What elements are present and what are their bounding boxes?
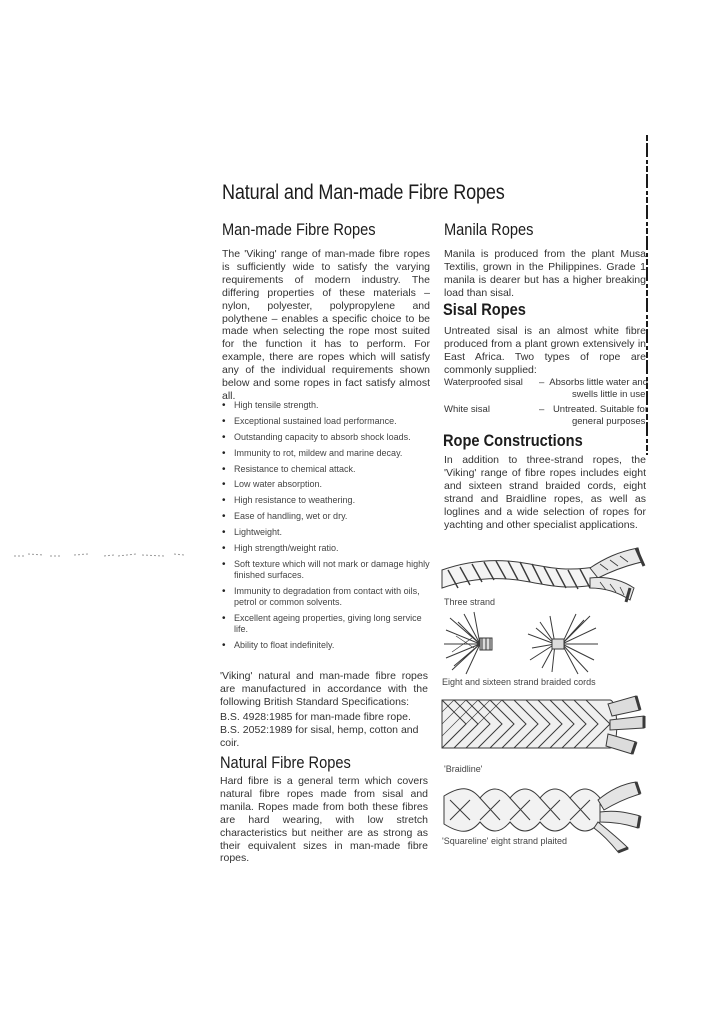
page-title: Natural and Man-made Fibre Ropes bbox=[222, 181, 505, 204]
constructions-heading: Rope Constructions bbox=[443, 431, 583, 450]
manila-text: Manila is produced from the plant Musa Textilis, grown in the Philippines. Grade 1 manila is dearer but has a higher breaking load than sisal. bbox=[444, 248, 646, 299]
list-item: • Soft texture which will not mark or damage highly finished surfaces. bbox=[222, 559, 432, 581]
constructions-text-top bbox=[444, 454, 646, 531]
sisal-type-name: White sisal bbox=[444, 404, 490, 415]
list-item: • Ability to float indefinitely. bbox=[222, 640, 432, 651]
list-item: • Outstanding capacity to absorb shock loads. bbox=[222, 432, 432, 443]
sisal-type-desc: Absorbs little water and swells little in use. bbox=[549, 377, 648, 400]
sisal-type-name: Waterproofed sisal bbox=[444, 377, 523, 388]
list-item: • High strength/weight ratio. bbox=[222, 543, 432, 554]
natural-heading: Natural Fibre Ropes bbox=[220, 753, 351, 772]
list-item: • High resistance to weathering. bbox=[222, 495, 432, 506]
caption-braidline: 'Braidline' bbox=[444, 764, 483, 774]
constructions-text: In addition to three-strand ropes, the 'Viking' range of fibre ropes includes eight and sixteen strand braided cords, eight strand and Braidline ropes, as well as loglines and a wide selection of ropes for yachting and other specialist applications. bbox=[444, 454, 646, 531]
caption-squareline: 'Squareline' eight strand plaited bbox=[442, 836, 568, 846]
scan-speckle-marks bbox=[14, 548, 194, 562]
list-item: • Excellent ageing properties, giving long service life. bbox=[222, 613, 432, 635]
manmade-intro: The 'Viking' range of man-made fibre ropes is sufficiently wide to satisfy the varying requirements of modern industry. The differing properties of these materials – nylon, polyester, polypropylene and polythene – enables a specific choice to be made when selecting the rope most suited for the function it has to perform. For example, there are ropes which will satisfy any of the individual requirements shown below and some ropes in fact satisfy almost all. bbox=[222, 248, 430, 402]
caption-three-strand: Three strand bbox=[444, 597, 496, 607]
braided-cords-illustration bbox=[440, 608, 650, 678]
list-item: • High tensile strength. bbox=[222, 400, 432, 411]
sisal-heading: Sisal Ropes bbox=[443, 300, 526, 319]
natural-text: Hard fibre is a general term which covers natural fibre ropes made from sisal and manila. Ropes made from both these fibres are hard wearing, with low stretch characteristics but neither are as strong as their equivalent sizes in man-made fibre ropes. bbox=[220, 775, 428, 865]
list-item: • Resistance to chemical attack. bbox=[222, 464, 432, 475]
manmade-heading: Man-made Fibre Ropes bbox=[222, 220, 376, 239]
scan-edge-shadow bbox=[644, 135, 650, 455]
sisal-type-dash: – bbox=[539, 377, 545, 388]
list-item: • Ease of handling, wet or dry. bbox=[222, 511, 432, 522]
manila-heading: Manila Ropes bbox=[444, 220, 534, 239]
braidline-rope-illustration bbox=[440, 690, 650, 760]
sisal-type-white bbox=[444, 404, 648, 430]
standard-bs4928: B.S. 4928:1985 for man-made fibre rope. bbox=[220, 711, 411, 723]
caption-braided-cords: Eight and sixteen strand braided cords bbox=[442, 677, 596, 687]
list-item: • Immunity to degradation from contact with oils, petrol or common solvents. bbox=[222, 586, 432, 608]
standards-intro: 'Viking' natural and man-made fibre ropes are manufactured in accordance with the following British Standard Specifications: bbox=[220, 670, 428, 708]
list-item: • Exceptional sustained load performance. bbox=[222, 416, 432, 427]
list-item: • Low water absorption. bbox=[222, 479, 432, 490]
sisal-type-desc: Untreated. Suitable for general purposes. bbox=[552, 404, 648, 427]
standard-bs2052: B.S. 2052:1989 for sisal, hemp, cotton and coir. bbox=[220, 724, 419, 749]
sisal-type-dash: – bbox=[539, 404, 545, 415]
list-item: • Immunity to rot, mildew and marine decay. bbox=[222, 448, 432, 459]
list-item: • Lightweight. bbox=[222, 527, 432, 538]
manmade-properties-list bbox=[222, 400, 432, 655]
sisal-text: Untreated sisal is an almost white fibre produced from a plant grown extensively in East Africa. Two types of rope are commonly supplied: bbox=[444, 325, 646, 376]
sisal-type-waterproofed bbox=[444, 377, 648, 403]
